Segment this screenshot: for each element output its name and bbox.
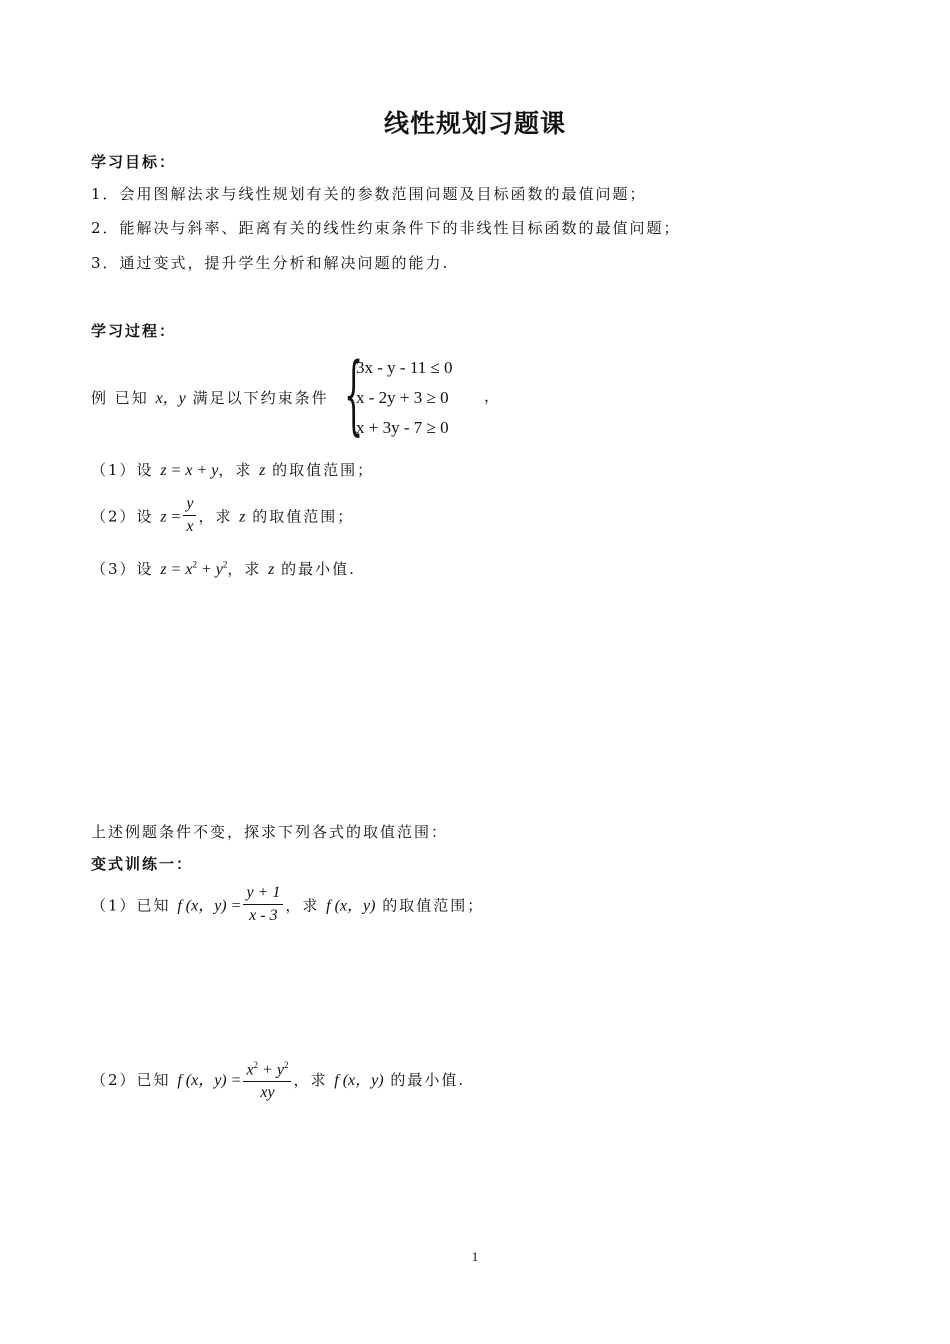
q2-denominator: x — [186, 518, 194, 535]
q1-end: 的取值范围； — [272, 461, 375, 479]
example-suffix: ， — [484, 387, 502, 405]
constraint-3: x + 3y - 7 ≥ 0 — [356, 418, 449, 437]
question-1 — [91, 459, 374, 480]
q3-expression: $z = x^2 + y^2$ — [160, 559, 228, 578]
q1-expression: z = x + y — [160, 462, 219, 479]
v1-numerator: y + 1 — [243, 883, 283, 905]
variant-1 — [91, 885, 484, 928]
objective-item-3: 3．通过变式，提升学生分析和解决问题的能力. — [91, 254, 450, 272]
example-statement — [91, 385, 329, 408]
variants-heading: 变式训练一： — [91, 855, 194, 873]
q2-label: （2）设 — [91, 507, 154, 526]
v1-function: f (x，y) = — [177, 897, 242, 915]
q2-tail: ，求 — [198, 507, 233, 526]
q2-numerator: y — [183, 494, 196, 516]
q1-variable: z — [259, 462, 266, 479]
v2-denominator: xy — [260, 1084, 275, 1102]
v2-fraction — [243, 1055, 291, 1103]
q3-variable: z — [268, 561, 275, 578]
q3-end: 的最小值. — [281, 560, 356, 578]
constraint-2: x - 2y + 3 ≥ 0 — [356, 388, 449, 407]
v1-label: （1）已知 — [91, 896, 171, 915]
q2-end: 的取值范围； — [252, 507, 355, 526]
q2-lhs: z = — [160, 508, 182, 526]
q1-tail: ，求 — [218, 461, 253, 479]
v2-numerator: $x^2 + y^2$ — [243, 1055, 291, 1082]
objectives-heading: 学习目标： — [91, 153, 177, 171]
question-3 — [91, 558, 356, 579]
objective-item-1: 1．会用图解法求与线性规划有关的参数范围问题及目标函数的最值问题； — [91, 185, 647, 203]
q3-label: （3）设 — [91, 560, 154, 578]
variants-intro: 上述例题条件不变，探求下列各式的取值范围： — [91, 823, 449, 841]
process-heading: 学习过程： — [91, 322, 177, 340]
q2-fraction — [183, 494, 196, 537]
v2-function-ref: f (x，y) — [334, 1072, 384, 1090]
v2-tail: ，求 — [293, 1071, 328, 1090]
example-mid: 满足以下约束条件 — [192, 389, 329, 407]
page-number: 1 — [471, 1249, 479, 1264]
v1-end: 的取值范围； — [382, 896, 485, 915]
objective-item-2: 2．能解决与斜率、距离有关的线性约束条件下的非线性目标函数的最值问题； — [91, 219, 681, 237]
question-2 — [91, 496, 354, 539]
v1-function-ref: f (x，y) — [326, 897, 376, 915]
v2-end: 的最小值. — [390, 1071, 466, 1090]
page-title: 线性规划习题课 — [383, 109, 566, 138]
example-vars: x，y — [155, 390, 186, 407]
v2-label: （2）已知 — [91, 1071, 171, 1090]
q1-label: （1）设 — [91, 461, 154, 479]
q3-tail: ，求 — [227, 560, 262, 578]
constraint-1: 3x - y - 11 ≤ 0 — [356, 358, 453, 377]
constraint-brace: { — [344, 345, 364, 445]
v1-fraction — [243, 883, 283, 926]
q2-variable: z — [239, 508, 246, 526]
example-prefix: 例 已知 — [91, 389, 149, 407]
v2-function: f (x，y) = — [177, 1072, 242, 1090]
v1-tail: ，求 — [285, 896, 320, 915]
variant-2 — [91, 1057, 465, 1105]
v1-denominator: x - 3 — [249, 907, 278, 924]
